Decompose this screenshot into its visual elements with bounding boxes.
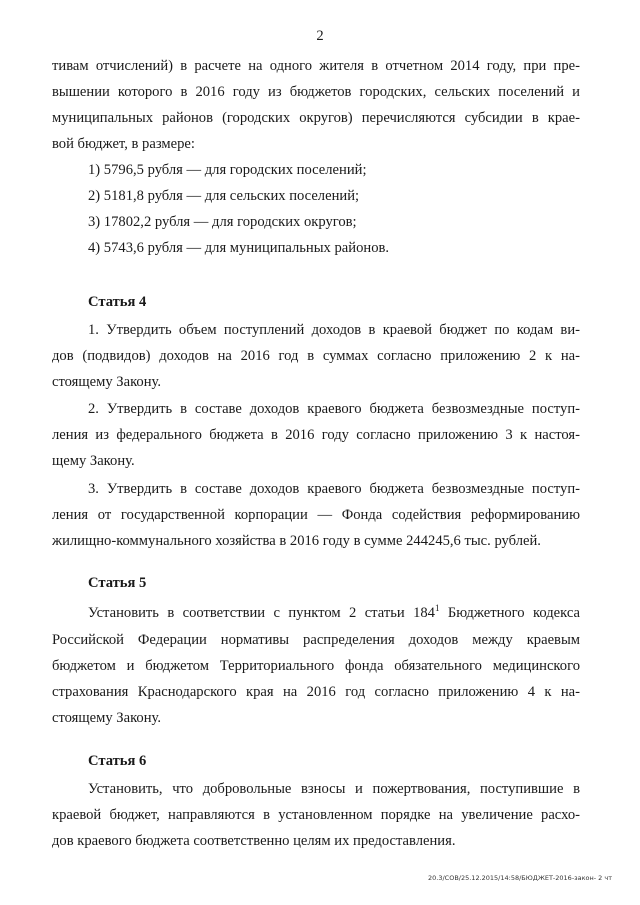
intro-line-3: муниципальных районов (городских округов) перечисляются субсидии в крае- (52, 110, 580, 126)
article-5-line-5: стоящему Закону. (52, 710, 162, 726)
article-5-line-1-tail: Бюджетного кодекса (439, 605, 580, 621)
list-item-2: 2) 5181,8 рубля — для сельских поселений; (88, 188, 360, 204)
article-6-line-2: краевой бюджет, направляются в установленном порядке на увеличение расхо- (52, 807, 580, 823)
article-5-line-1 (88, 604, 580, 622)
article-4-p3-line-2: ления от государственной корпорации — Фонда содействия реформированию (52, 507, 580, 523)
article-4-p1-line-1: 1. Утвердить объем поступлений доходов в краевой бюджет по кодам ви- (88, 322, 580, 338)
article-5-line-2: Российской Федерации нормативы распределения доходов между краевым (52, 632, 580, 648)
article-4-p2-line-2: ления из федерального бюджета в 2016 году согласно приложению 3 к настоя- (52, 427, 580, 443)
article-6-line-1: Установить, что добровольные взносы и пожертвования, поступившие в (88, 781, 580, 797)
article-4-p3-line-3: жилищно-коммунального хозяйства в 2016 году в сумме 244245,6 тыс. рублей. (52, 533, 541, 549)
article-6-line-3: дов краевого бюджета соответственно целям их предоставления. (52, 833, 456, 849)
article-4-heading: Статья 4 (88, 294, 147, 310)
intro-line-1: тивам отчислений) в расчете на одного жителя в отчетном 2014 году, при пре- (52, 58, 580, 74)
page-number: 2 (316, 28, 324, 44)
article-4-p1-line-2: дов (подвидов) доходов на 2016 год в суммах согласно приложению 2 к на- (52, 348, 580, 364)
article-5-line-1-text: Установить в соответствии с пунктом 2 статьи 184 (88, 605, 435, 621)
intro-line-2: вышении которого в 2016 году из бюджетов городских, сельских поселений и (52, 84, 580, 100)
intro-line-4: вой бюджет, в размере: (52, 136, 195, 152)
article-5-line-4: страхования Краснодарского края на 2016 год согласно приложению 4 к на- (52, 684, 580, 700)
article-6-heading: Статья 6 (88, 753, 147, 769)
list-item-1: 1) 5796,5 рубля — для городских поселений; (88, 162, 367, 178)
document-footer-stamp: 20.3/СОВ/25.12.2015/14:58/БЮДЖЕТ-2016-закон- 2 чт (428, 874, 612, 882)
article-4-p3-line-1: 3. Утвердить в составе доходов краевого бюджета безвозмездные поступ- (88, 481, 580, 497)
article-4-p1-line-3: стоящему Закону. (52, 374, 162, 390)
article-5-heading: Статья 5 (88, 575, 147, 591)
article-4-p2-line-1: 2. Утвердить в составе доходов краевого бюджета безвозмездные поступ- (88, 401, 580, 417)
article-4-p2-line-3: щему Закону. (52, 453, 135, 469)
list-item-3: 3) 17802,2 рубля — для городских округов; (88, 214, 357, 230)
article-5-superscript: 1 (434, 603, 440, 613)
article-5-line-3: бюджетом и бюджетом Территориального фонда обязательного медицинского (52, 658, 580, 674)
list-item-4: 4) 5743,6 рубля — для муниципальных районов. (88, 240, 390, 256)
